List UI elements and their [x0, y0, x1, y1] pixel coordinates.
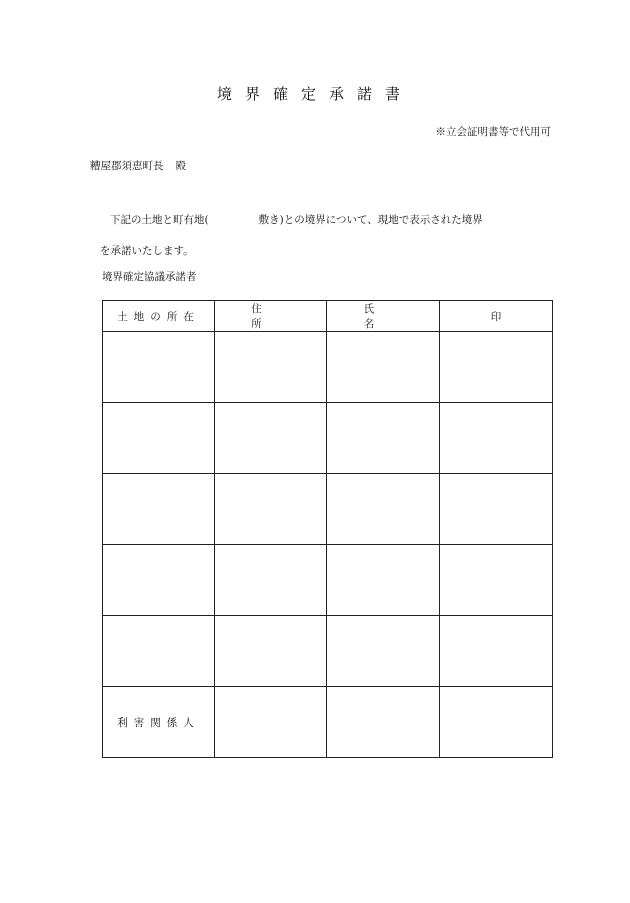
table-row: [103, 474, 553, 545]
cell-name: [327, 403, 440, 474]
cell-name: [327, 545, 440, 616]
cell-name: [327, 687, 440, 758]
cell-name: [327, 474, 440, 545]
table-row: [103, 616, 553, 687]
body-text-part-1: 下記の土地と町有地(: [110, 214, 209, 226]
document-title: 境界確定承諾書: [216, 85, 413, 103]
cell-address: [215, 616, 327, 687]
body-text-line-1: [110, 212, 483, 228]
cell-name: [327, 616, 440, 687]
table-caption: 境界確定協議承諾者: [102, 271, 197, 283]
table-row: [103, 545, 553, 616]
addressee-name: 糟屋郡須恵町長: [90, 160, 164, 172]
cell-address: [215, 687, 327, 758]
cell-address: [215, 545, 327, 616]
cell-location: [103, 474, 215, 545]
cell-seal: [440, 403, 553, 474]
cell-location: [103, 545, 215, 616]
table-header-row: [103, 301, 553, 332]
body-text-part-2: 敷き)との境界について、現地で表示された境界: [258, 214, 483, 226]
addressee-honorific: 殿: [175, 160, 186, 172]
cell-address: [215, 332, 327, 403]
cell-seal: [440, 687, 553, 758]
table-row: [103, 332, 553, 403]
substitution-note: ※立会証明書等で代用可: [435, 126, 551, 138]
cell-location: [103, 332, 215, 403]
cell-seal: [440, 474, 553, 545]
body-text-line-2: を承諾いたします。: [100, 245, 194, 257]
header-address: 住 所: [215, 301, 327, 332]
header-seal: 印: [440, 301, 553, 332]
header-name: 氏 名: [327, 301, 440, 332]
cell-address: [215, 403, 327, 474]
acceptor-table: [102, 300, 553, 758]
cell-seal: [440, 616, 553, 687]
table-row: [103, 403, 553, 474]
addressee: [90, 158, 186, 174]
header-location: 土地の所在: [103, 301, 215, 332]
cell-address: [215, 474, 327, 545]
cell-location: [103, 616, 215, 687]
cell-interested-party-label: 利害関係人: [103, 687, 215, 758]
cell-seal: [440, 332, 553, 403]
cell-seal: [440, 545, 553, 616]
cell-name: [327, 332, 440, 403]
cell-location: [103, 403, 215, 474]
table-row-interested-party: [103, 687, 553, 758]
